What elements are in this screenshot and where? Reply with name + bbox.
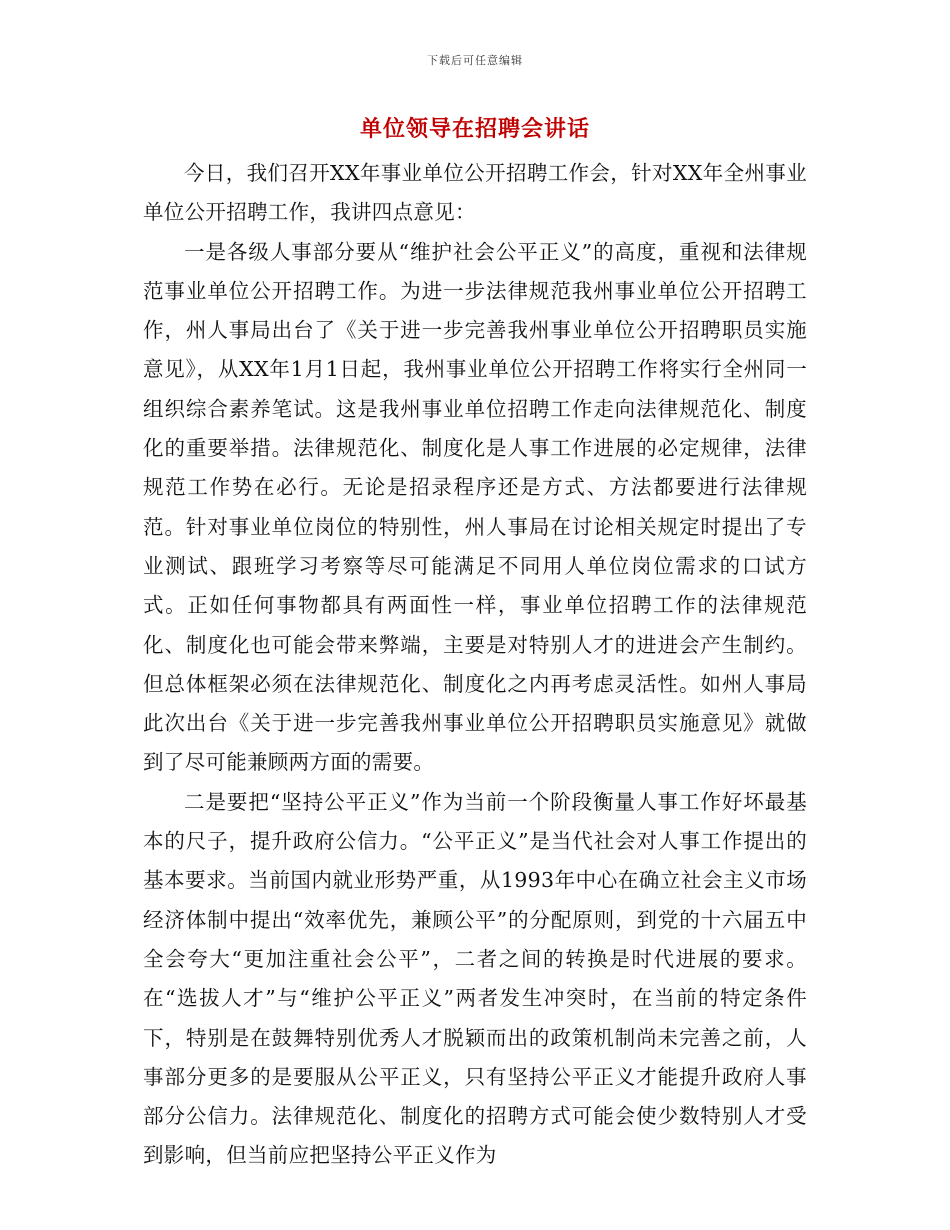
- document-body: [143, 154, 807, 1176]
- paragraph-point-two: 二是要把“坚持公平正义”作为当前一个阶段衡量人事工作好坏最基本的尺子，提升政府公信力。“公平正义”是当代社会对人事工作提出的基本要求。当前国内就业形势严重，从1993年中心在确立社会主义市场经济体制中提出“效率优先，兼顾公平”的分配原则，到党的十六届五中全会夸大“更加注重社会公平”，二者之间的转换是时代进展的要求。在“选拔人才”与“维护公平正义”两者发生冲突时，在当前的特定条件下，特别是在鼓舞特别优秀人才脱颖而出的政策机制尚未完善之前，人事部分更多的是要服从公平正义，只有坚持公平正义才能提升政府人事部分公信力。法律规范化、制度化的招聘方式可能会使少数特别人才受到影响，但当前应把坚持公平正义作为: [143, 789, 807, 1168]
- page-title: 单位领导在招聘会讲话: [359, 116, 590, 142]
- header-note: 下载后可任意编辑: [427, 54, 523, 67]
- paragraph-point-one: 一是各级人事部分要从“维护社会公平正义”的高度，重视和法律规范事业单位公开招聘工作。为进一步法律规范我州事业单位公开招聘工作，州人事局出台了《关于进一步完善我州事业单位公开招聘职员实施意见》，从XX年1月1日起，我州事业单位公开招聘工作将实行全州同一组织综合素养笔试。这是我州事业单位招聘工作走向法律规范化、制度化的重要举措。法律规范化、制度化是人事工作进展的必定规律，法律规范工作势在必行。无论是招录程序还是方式、方法都要进行法律规范。针对事业单位岗位的特别性，州人事局在讨论相关规定时提出了专业测试、跟班学习考察等尽可能满足不同用人单位岗位需求的口试方式。正如任何事物都具有两面性一样，事业单位招聘工作的法律规范化、制度化也可能会带来弊端，主要是对特别人才的进进会产生制约。但总体框架必须在法律规范化、制度化之内再考虑灵活性。如州人事局此次出台《关于进一步完善我州事业单位公开招聘职员实施意见》就做到了尽可能兼顾两方面的需要。: [143, 239, 807, 775]
- paragraph-intro: 今日，我们召开XX年事业单位公开招聘工作会，针对XX年全州事业单位公开招聘工作，我讲四点意见：: [143, 161, 807, 225]
